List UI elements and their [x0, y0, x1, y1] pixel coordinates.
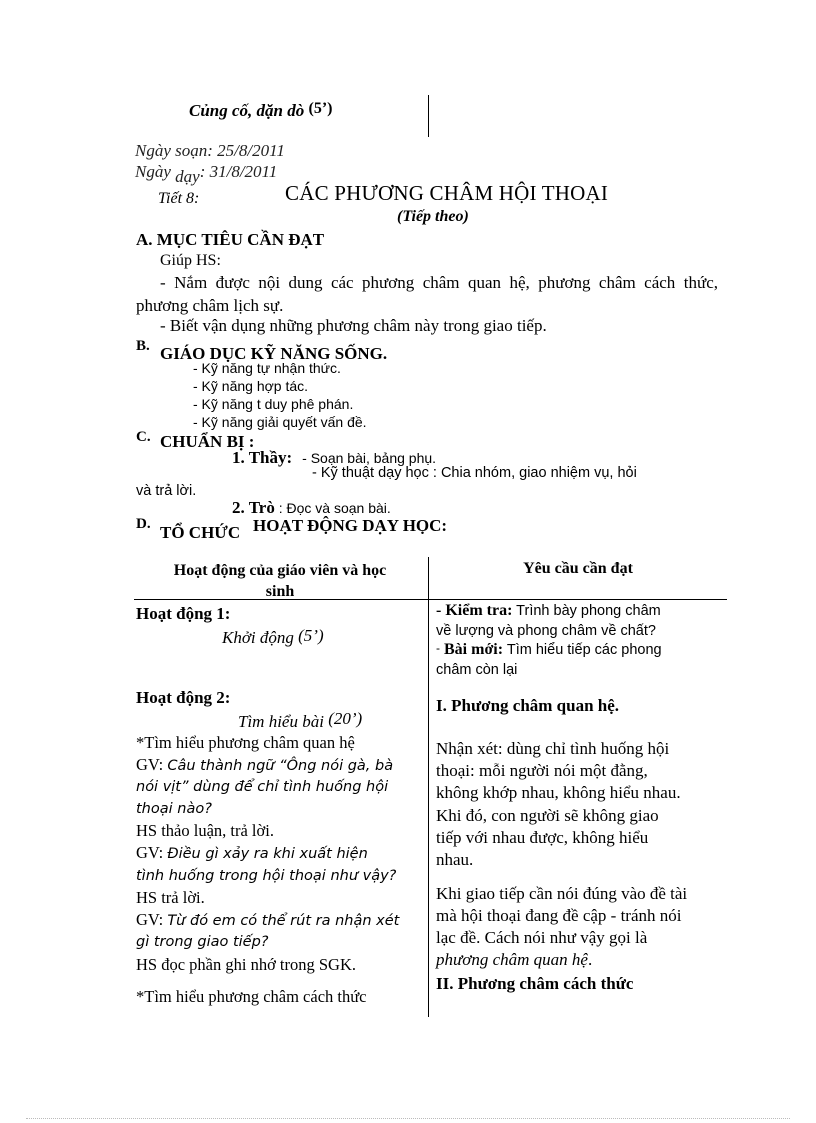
quan-he-term-end: .: [587, 950, 593, 969]
quan-he-heading: I. Phương châm quan hệ.: [436, 696, 620, 715]
quan-he-observation: [436, 738, 718, 871]
paragraph-line: không khớp nhau, không hiểu nhau.: [436, 783, 681, 803]
activity-2-line: tình huống trong hội thoại như vậy?: [136, 867, 397, 884]
teacher-label: 1. Thầy:: [232, 448, 293, 467]
activity-2-line: thoại nào?: [136, 800, 212, 817]
kiem-tra-label: - Kiểm tra:: [436, 602, 513, 619]
paragraph-line: Khi giao tiếp cần nói đúng vào đề tài: [436, 884, 688, 903]
kiem-tra-text-1: Trình bày phong châm: [512, 603, 661, 619]
quan-he-conclusion: [436, 883, 718, 950]
paragraph-line: Nhận xét: dùng chỉ tình huống hội: [436, 739, 670, 758]
table-col2-header: Yêu cầu cần đạt: [523, 560, 633, 577]
prep-date-value: 25/8/2011: [217, 141, 285, 160]
table-column-divider: [428, 557, 429, 1017]
lesson-number: Tiết 8:: [158, 190, 200, 207]
student-label: 2. Trò: [232, 498, 275, 517]
consolidation-heading-text: Củng cố, dặn dò: [189, 101, 305, 120]
kiem-tra-text-2: về lượng và phong châm về chất?: [436, 623, 656, 639]
section-d-heading-1: TỔ CHỨC: [160, 523, 241, 542]
activity-2-line: GV: Câu thành ngữ “Ông nói gà, bà: [136, 754, 394, 774]
paragraph-line: Khi đó, con người sẽ không giao: [436, 805, 659, 825]
section-a-item-2: - Biết vận dụng những phương châm này trong giao tiếp.: [160, 316, 547, 335]
section-a-intro: Giúp HS:: [160, 252, 221, 269]
paragraph-line: lạc đề. Cách nói như vậy gọi là: [436, 928, 648, 948]
activity-2-line: HS đọc phần ghi nhớ trong SGK.: [136, 954, 357, 974]
paragraph-line: nhau.: [436, 850, 474, 870]
skill-item: - Kỹ năng tự nhận thức.: [193, 360, 341, 376]
activity-2-line: nói vịt” dùng để chỉ tình huống hội: [136, 779, 389, 796]
section-b-heading: GIÁO DỤC KỸ NĂNG SỐNG.: [160, 344, 388, 363]
bai-moi-block: [436, 640, 662, 680]
col1-header-line-2: sinh: [265, 583, 295, 600]
kiem-tra-block: [436, 601, 661, 641]
consolidation-heading: [189, 101, 332, 121]
skill-item: - Kỹ năng t duy phê phán.: [193, 396, 354, 412]
teach-date-label: Ngày: [135, 162, 171, 181]
activity-2-line: HS trả lời.: [136, 888, 205, 908]
activity-2-line: *Tìm hiểu phương châm quan hệ: [136, 733, 355, 752]
prep-date-label: Ngày soạn:: [135, 141, 213, 160]
bai-moi-dash: -: [436, 641, 440, 655]
activity-2-lines: [136, 732, 424, 976]
paragraph-line: tiếp với nhau được, không hiểu: [436, 827, 649, 847]
section-c-heading: CHUẨN BỊ :: [160, 432, 255, 451]
section-c-letter: C.: [136, 429, 151, 445]
cach-thuc-intro: *Tìm hiểu phương châm cách thức: [136, 987, 367, 1006]
teach-date-line: [135, 162, 278, 186]
activity-2-line: gì trong giao tiếp?: [136, 934, 269, 951]
paragraph-line: thoại: mỗi người nói một đằng,: [436, 761, 648, 781]
teacher-prep-1: - Soạn bài, bảng phụ.: [302, 450, 437, 466]
teach-date-label-sub: dạy: [175, 167, 200, 186]
activity-2-title: [238, 709, 363, 732]
activity-2-line: HS thảo luận, trả lời.: [136, 821, 274, 841]
teach-date-value: : 31/8/2011: [199, 162, 278, 181]
teacher-prep-2-cont: và trả lời.: [136, 483, 197, 499]
activity-1-title: [222, 628, 324, 648]
bai-moi-label: Bài mới:: [440, 641, 504, 658]
student-prep-line: [232, 498, 391, 518]
activity-2-time: (20’): [328, 709, 363, 728]
activity-1-time: (5’): [298, 626, 324, 645]
skills-list: [193, 359, 367, 431]
section-b-letter: B.: [136, 338, 150, 354]
activity-1-title-text: Khởi động: [222, 628, 294, 647]
bai-moi-text-1: Tìm hiểu tiếp các phong: [503, 642, 662, 658]
section-d-letter: D.: [136, 516, 151, 532]
activity-1-label: Hoạt động 1:: [136, 604, 231, 623]
section-a-item-1: - Nắm được nội dung các phương châm quan hệ, phương châm cách thức, phương châm lịch sự.: [136, 273, 718, 315]
page-footer-divider: [26, 1118, 790, 1119]
skill-item: - Kỹ năng hợp tác.: [193, 378, 309, 394]
quan-he-term-line: [436, 950, 592, 970]
bai-moi-text-2: châm còn lại: [436, 662, 518, 678]
table-col1-header: [134, 560, 426, 602]
page-subtitle: (Tiếp theo): [397, 208, 469, 225]
student-prep: : Đọc và soạn bài.: [274, 500, 391, 516]
activity-2-label: Hoạt động 2:: [136, 688, 231, 707]
top-divider: [428, 95, 429, 137]
teacher-prep-2: - Kỹ thuật dạy học : Chia nhóm, giao nhiệm vụ, hỏi: [312, 465, 637, 481]
col1-header-line-1: Hoạt động của giáo viên và học: [173, 562, 387, 579]
section-d-heading-2: HOẠT ĐỘNG DẠY HỌC:: [253, 516, 448, 535]
page-title: CÁC PHƯƠNG CHÂM HỘI THOẠI: [285, 181, 609, 205]
section-a-heading: A. MỤC TIÊU CẦN ĐẠT: [136, 230, 325, 249]
cach-thuc-heading: II. Phương châm cách thức: [436, 974, 634, 993]
quan-he-term: phương châm quan hệ: [436, 950, 588, 969]
skill-item: - Kỹ năng giải quyết vấn đề.: [193, 414, 367, 430]
activity-2-line: GV: Từ đó em có thể rút ra nhận xét: [136, 909, 400, 929]
activity-2-line: GV: Điều gì xảy ra khi xuất hiện: [136, 842, 368, 862]
prep-date-line: [135, 141, 285, 161]
paragraph-line: mà hội thoại đang đề cập - tránh nói: [436, 906, 682, 926]
activity-2-title-text: Tìm hiểu bài: [238, 712, 324, 731]
consolidation-time: (5’): [308, 100, 333, 117]
